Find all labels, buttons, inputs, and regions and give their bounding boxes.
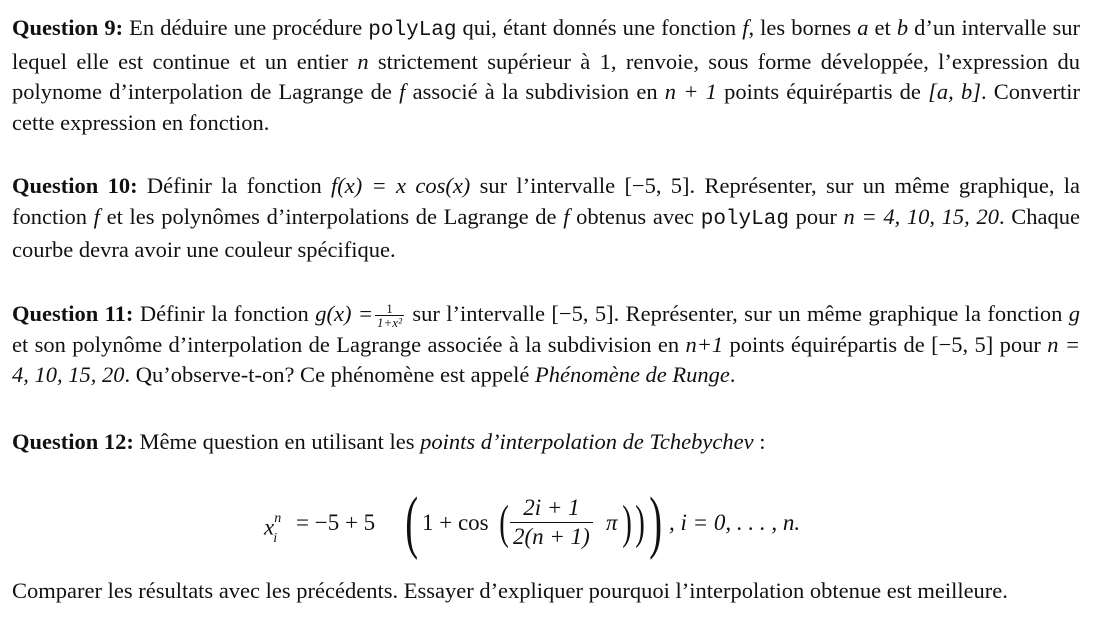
q11-frac-num: 1: [375, 302, 404, 316]
q11-interval: [−5, 5]: [551, 301, 614, 326]
q11-text-1: Définir la fonction: [133, 301, 316, 326]
q9-text-7: associé à la subdivision en: [405, 79, 665, 104]
q9-text-6: strictement supérieur à 1, renvoie, sous forme développée, l’expression du polynome d’interpolation de Lagrange de: [12, 48, 1080, 104]
q11-frac-den: 1+x²: [377, 314, 402, 330]
question-10: [12, 171, 1080, 266]
q11-text-3: . Représenter, sur un même graphique la fonction: [613, 301, 1069, 326]
formula-one-cos: 1 + cos: [422, 510, 489, 535]
q10-interval: [−5, 5]: [624, 173, 690, 198]
q9-text-1: En déduire une procédure: [123, 15, 369, 40]
q11-n-plus-1: n+1: [685, 331, 724, 357]
q11-text-8: .: [729, 362, 736, 387]
q9-f: f: [742, 15, 749, 40]
q9-interval: [a, b]: [928, 79, 981, 104]
question-9: [12, 13, 1080, 138]
q10-text-5: obtenus avec: [569, 203, 701, 229]
q11-text-4: et son polynôme d’interpolation de Lagrange associée à la subdivision en: [12, 331, 686, 357]
q11-text-2: sur l’intervalle: [405, 301, 552, 326]
formula-sup: n: [274, 511, 282, 526]
code-polylag-2: polyLag: [700, 207, 789, 231]
conclusion: Comparer les résultats avec les précédents. Essayer d’expliquer pourquoi l’interpolation obtenue est meilleure.: [12, 578, 1008, 603]
formula-fraction: [510, 494, 593, 551]
q12-text-2: :: [753, 429, 766, 454]
q9-b: b: [896, 15, 909, 40]
q10-f: f: [93, 203, 100, 229]
formula-eq: = −5 + 5: [296, 510, 376, 535]
formula-tail: , i = 0, . . . , n.: [669, 510, 801, 535]
q11-text-5: points équirépartis de: [723, 331, 932, 357]
mid-paren-close: ): [622, 496, 632, 549]
q10-text-1: Définir la fonction: [137, 173, 332, 198]
question-11-label: Question 11:: [12, 301, 134, 326]
formula-sub: i: [273, 531, 278, 547]
formula-frac-num: 2i + 1: [510, 494, 593, 523]
question-11: [12, 299, 1080, 391]
formula-frac-den: 2(n + 1): [513, 524, 590, 549]
q10-n-values: n = 4, 10, 15, 20: [843, 203, 999, 229]
q11-fraction: [375, 302, 404, 329]
q10-f-2: f: [563, 203, 570, 229]
mid-paren-open: (: [499, 496, 509, 549]
code-polylag: polyLag: [368, 19, 457, 42]
question-12: [12, 427, 1080, 458]
formula-pi: π: [606, 510, 618, 535]
q9-n-plus-1: n + 1: [664, 79, 717, 104]
q9-text-2: qui, étant donnés une fonction: [456, 15, 743, 40]
q11-text-6: pour: [993, 331, 1048, 357]
q11-n-values: n = 4, 10, 15, 20: [12, 331, 1081, 387]
big-paren-open: (: [405, 484, 419, 561]
q10-text-6: pour: [788, 203, 844, 229]
q11-gx: g(x) =: [315, 301, 374, 326]
q12-tchebychev: points d’interpolation de Tchebychev: [420, 429, 754, 454]
q10-text-3: . Représenter, sur un même graphique, la fonction: [12, 173, 1080, 229]
q9-a: a: [857, 15, 869, 40]
big-paren-close: ): [649, 484, 663, 561]
q10-text-4: et les polynômes d’interpolations de Lagrange de: [99, 203, 564, 229]
q9-text-8: points équirépartis de: [716, 79, 929, 104]
formula-lhs: [264, 488, 285, 572]
q9-text-9: . Convertir cette expression en fonction.: [12, 79, 1081, 135]
q11-runge: Phénomène de Runge: [534, 362, 730, 387]
q10-fx: f(x) = x cos(x): [331, 173, 471, 198]
formula-x: x: [264, 514, 275, 540]
q9-text-4: et: [868, 15, 897, 40]
question-10-label: Question 10:: [12, 173, 138, 198]
q9-f-2: f: [399, 79, 406, 104]
q11-interval-2: [−5, 5]: [931, 331, 994, 357]
question-9-label: Question 9:: [12, 15, 124, 40]
question-12-label: Question 12:: [12, 429, 134, 454]
mid-paren-close-2: ): [635, 496, 645, 549]
q10-text-2: sur l’intervalle: [470, 173, 625, 198]
q11-g: g: [1068, 301, 1080, 326]
q12-text-1: Même question en utilisant les: [133, 429, 421, 454]
q11-text-7: . Qu’observe-t-on? Ce phénomène est appelé: [124, 362, 535, 387]
q9-n: n: [357, 48, 369, 74]
q9-text-5: d’un intervalle sur lequel elle est continue et un entier: [12, 15, 1080, 74]
q9-text-3: , les bornes: [748, 15, 858, 40]
q10-text-7: . Chaque courbe devra avoir une couleur spécifique.: [12, 203, 1080, 262]
